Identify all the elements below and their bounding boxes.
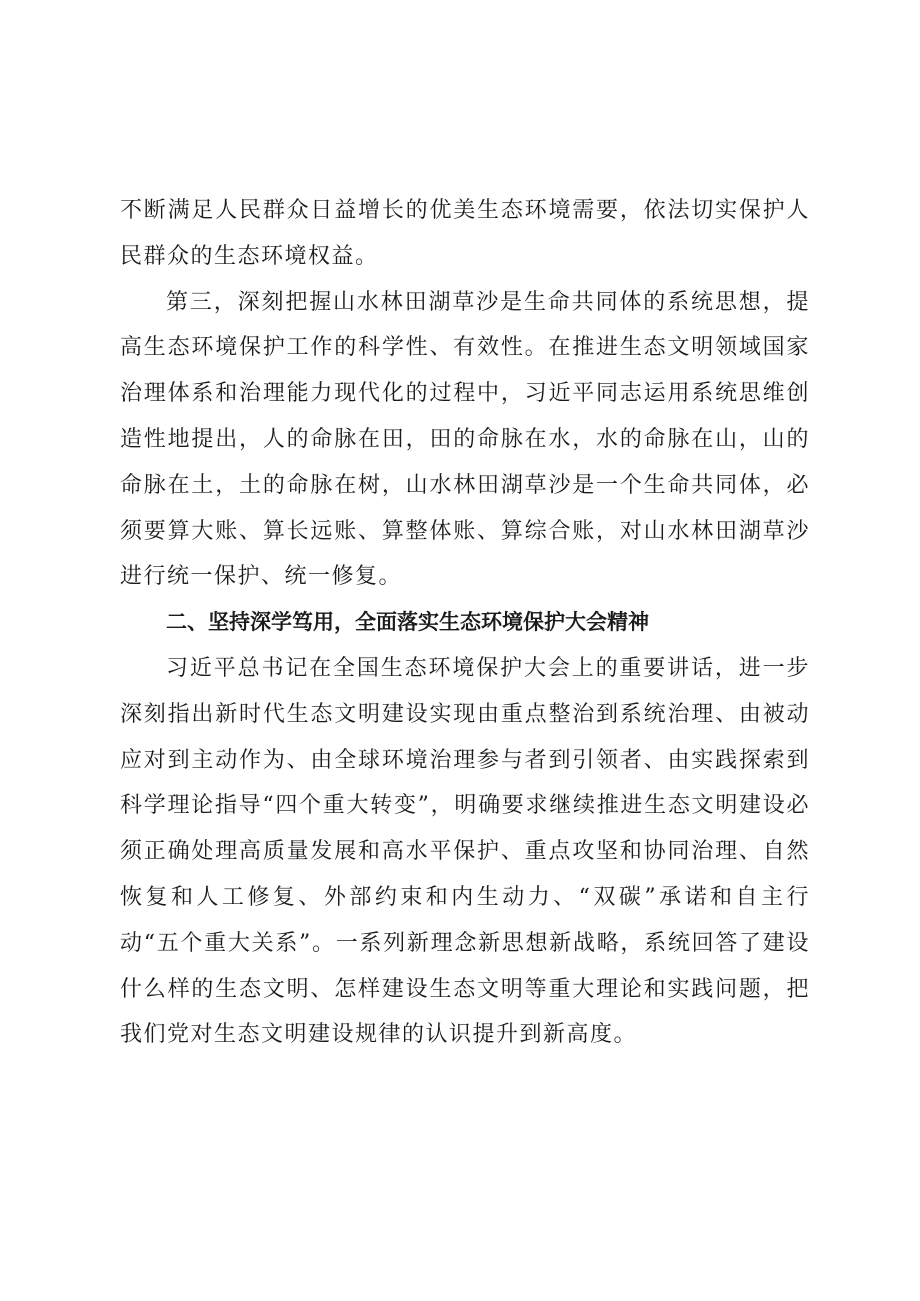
paragraph-third-point: 第三，深刻把握山水林田湖草沙是生命共同体的系统思想，提高生态环境保护工作的科学性、有效性。在推进生态文明领域国家治理体系和治理能力现代化的过程中，习近平同志运用系统思维创造性地提出，人的命脉在田，田的命脉在水，水的命脉在山，山的命脉在土，土的命脉在树，山水林田湖草沙是一个生命共同体，必须要算大账、算长远账、算整体账、算综合账，对山水林田湖草沙进行统一保护、统一修复。 xyxy=(120,289,810,590)
paragraph-continuation: 不断满足人民群众日益增长的优美生态环境需要，依法切实保护人民群众的生态环境权益。 xyxy=(120,198,810,269)
paragraph-conference-speech: 习近平总书记在全国生态环境保护大会上的重要讲话，进一步深刻指出新时代生态文明建设实现由重点整治到系统治理、由被动应对到主动作为、由全球环境治理参与者到引领者、由实践探索到科学理论指导“四个重大转变”，明确要求继续推进生态文明建设必须正确处理高质量发展和高水平保护、重点攻坚和协同治理、自然恢复和人工修复、外部约束和内生动力、“双碳”承诺和自主行动“五个重大关系”。一系列新理念新思想新战略，系统回答了建设什么样的生态文明、怎样建设生态文明等重大理论和实践问题，把我们党对生态文明建设规律的认识提升到新高度。 xyxy=(120,655,810,1048)
section-heading: 二、坚持深学笃用，全面落实生态环境保护大会精神 xyxy=(166,610,649,635)
document-body xyxy=(120,188,810,1058)
